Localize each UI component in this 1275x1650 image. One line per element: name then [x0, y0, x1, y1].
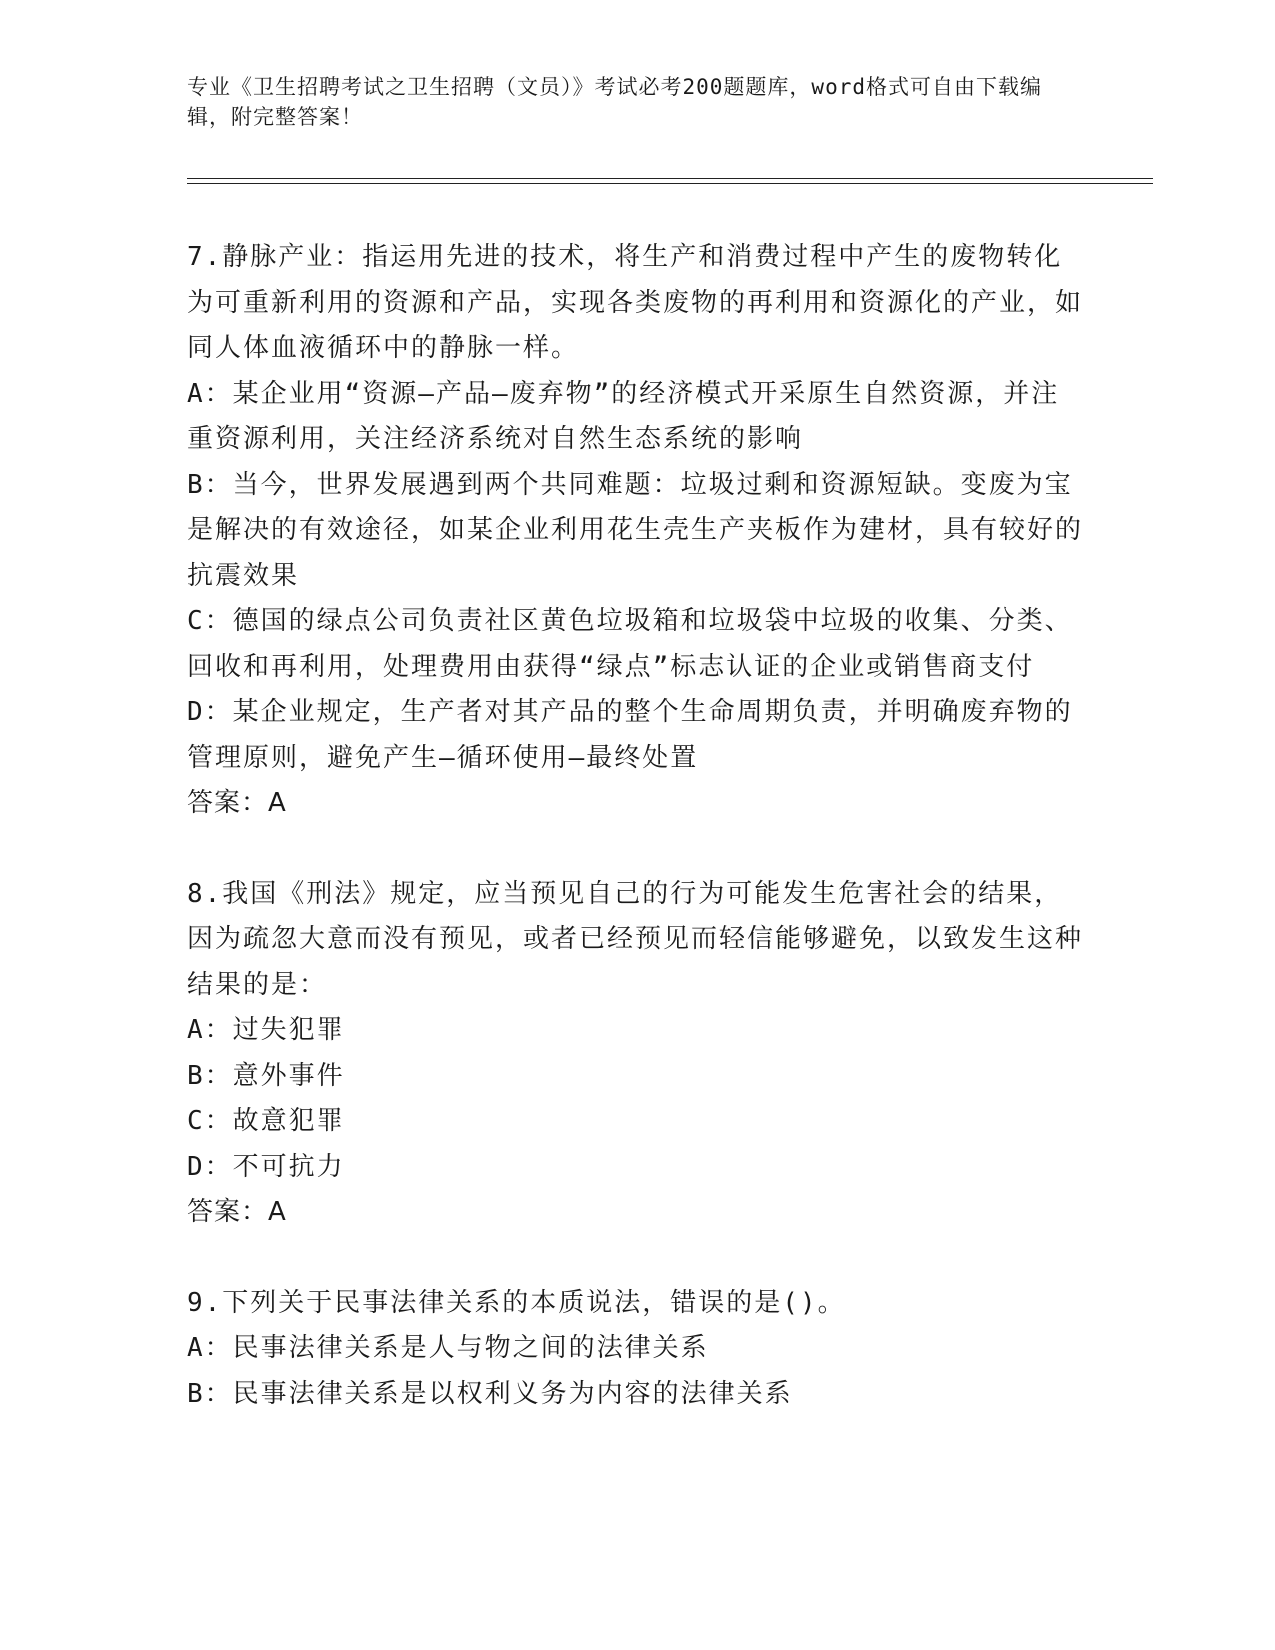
- option-d: D：不可抗力: [187, 1151, 345, 1182]
- header-divider-top: [187, 178, 1153, 179]
- question-list: [187, 235, 1087, 1417]
- question-9: [187, 1281, 1087, 1418]
- question-stem: 9.下列关于民事法律关系的本质说法，错误的是()。: [187, 1287, 846, 1318]
- header-title: 专业《卫生招聘考试之卫生招聘（文员）》考试必考200题题库，word格式可自由下载编辑，附完整答案！: [187, 75, 1042, 129]
- document-header: [187, 72, 1067, 132]
- option-a: A：民事法律关系是人与物之间的法律关系: [187, 1333, 709, 1363]
- question-spacer: [187, 827, 1087, 872]
- header-divider-bottom: [187, 183, 1153, 184]
- option-c: C：故意犯罪: [187, 1106, 345, 1136]
- option-b: B：民事法律关系是以权利义务为内容的法律关系: [187, 1378, 793, 1409]
- option-b: B：当今，世界发展遇到两个共同难题：垃圾过剩和资源短缺。变废为宝是解决的有效途径，如某企业利用花生壳生产夹板作为建材，具有较好的抗震效果: [187, 469, 1084, 591]
- option-c: C：德国的绿点公司负责社区黄色垃圾箱和垃圾袋中垃圾的收集、分类、回收和再利用，处理费用由获得“绿点”标志认证的企业或销售商支付: [187, 606, 1073, 682]
- option-b: B：意外事件: [187, 1060, 345, 1091]
- option-a: A：过失犯罪: [187, 1015, 345, 1045]
- question-8: [187, 872, 1087, 1236]
- question-stem: 7.静脉产业：指运用先进的技术，将生产和消费过程中产生的废物转化为可重新利用的资源和产品，实现各类废物的再利用和资源化的产业，如同人体血液循环中的静脉一样。: [187, 242, 1084, 363]
- question-spacer: [187, 1236, 1087, 1281]
- question-7: [187, 235, 1087, 827]
- answer: 答案：A: [187, 1197, 287, 1227]
- answer: 答案：A: [187, 788, 287, 818]
- option-a: A：某企业用“资源—产品—废弃物”的经济模式开采原生自然资源，并注重资源利用，关注经济系统对自然生态系统的影响: [187, 378, 1060, 454]
- option-d: D：某企业规定，生产者对其产品的整个生命周期负责，并明确废弃物的管理原则，避免产生—循环使用—最终处置: [187, 697, 1073, 773]
- question-stem: 8.我国《刑法》规定，应当预见自己的行为可能发生危害社会的结果，因为疏忽大意而没有预见，或者已经预见而轻信能够避免，以致发生这种结果的是：: [187, 878, 1084, 1000]
